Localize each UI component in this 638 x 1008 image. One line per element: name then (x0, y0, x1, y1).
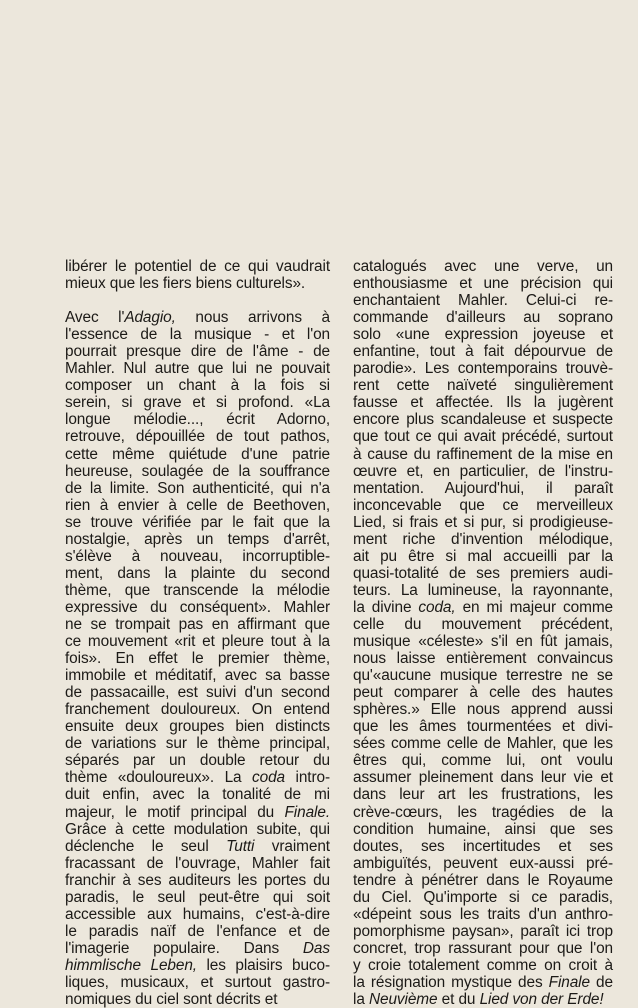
text-segment: coda (252, 769, 285, 787)
text-segment: ne se trompait pas en affirmant que (65, 615, 330, 633)
text-segment: condition humaine, ainsi que ses (353, 820, 613, 838)
text-segment: franchir à ses auditeurs les portes du (65, 871, 330, 889)
text-line (353, 650, 613, 667)
text-segment: crève-cœurs, les tragédies de la (353, 803, 613, 821)
text-line (65, 650, 330, 667)
text-line (65, 394, 330, 411)
text-line (353, 565, 613, 582)
text-segment: dans leur art les frustrations, les (353, 786, 613, 804)
text-segment: la (353, 991, 369, 1008)
text-line (353, 616, 613, 633)
text-segment: ait pu être si mal accueilli par la (353, 547, 613, 565)
text-segment: ambiguïtés, peuvent eux-aussi pré- (353, 854, 613, 872)
text-segment: ensuite deux groupes bien distincts (65, 718, 330, 736)
text-line (65, 343, 330, 360)
text-line (65, 991, 330, 1008)
text-line (353, 377, 613, 394)
text-segment: parodie». Les contemporains trouvè- (353, 360, 613, 378)
text-line (353, 786, 613, 803)
text-segment: y croie totalement comme on croit à (353, 956, 613, 974)
text-segment: pourrait presque dire de l'âme - de (65, 343, 330, 361)
text-segment: concret, trop rassurant pour que l'on (353, 939, 613, 957)
text-segment: Adagio, (124, 309, 176, 327)
text-segment: l'essence de la musique - et l'on (65, 326, 330, 344)
text-line (353, 735, 613, 752)
text-segment: encore plus scandaleuse et suspecte (353, 411, 613, 429)
text-segment: en mi majeur comme (455, 598, 613, 616)
text-line (353, 701, 613, 718)
text-segment: solo «une expression joyeuse et (353, 326, 613, 344)
text-segment: catalogués avec une verve, un (353, 258, 613, 275)
text-line (353, 292, 613, 309)
text-line (65, 735, 330, 752)
text-segment: à cause du raffinement de la mise en (353, 445, 613, 463)
text-line (353, 497, 613, 514)
text-line (353, 548, 613, 565)
text-line (353, 991, 613, 1008)
text-line (353, 889, 613, 906)
text-line (65, 804, 330, 821)
text-segment: libérer le potentiel de ce qui vaudrait (65, 258, 330, 275)
text-line (353, 394, 613, 411)
text-line (353, 599, 613, 616)
text-segment: Avec l' (65, 309, 125, 327)
text-segment: cette même quiétude d'une patrie (65, 445, 330, 463)
text-line (65, 258, 330, 275)
text-segment: «dépeint sous les traits d'un anthro- (353, 905, 613, 923)
text-line (353, 957, 613, 974)
text-line (65, 360, 330, 377)
text-line (353, 804, 613, 821)
text-line (353, 838, 613, 855)
text-line (65, 718, 330, 735)
text-segment: s'élève à nouveau, incorruptible- (65, 547, 330, 565)
text-line (65, 701, 330, 718)
text-line (65, 974, 330, 991)
text-line (65, 889, 330, 906)
text-line (353, 906, 613, 923)
text-segment: les plaisirs buco- (196, 956, 330, 974)
text-segment: Tutti (226, 837, 255, 855)
text-line (65, 838, 330, 855)
text-segment: teurs. La lumineuse, la rayonnante, (353, 581, 613, 599)
text-segment: Finale. (284, 803, 330, 821)
text-segment: paradis, le seul peut-être qui soit (65, 888, 330, 906)
text-segment: de (589, 973, 613, 991)
text-segment: tendre à pénétrer dans le Royaume (353, 871, 613, 889)
text-line (65, 940, 330, 957)
text-line (353, 923, 613, 940)
text-line (65, 923, 330, 940)
text-segment: et du (437, 991, 480, 1008)
text-line (353, 974, 613, 991)
text-segment: sphères.» Elle nous apprend aussi (353, 701, 613, 719)
text-segment: la résignation mystique des (353, 973, 549, 991)
text-segment: majeur, le motif principal du (65, 803, 285, 821)
text-line (65, 275, 330, 292)
text-segment: duit enfin, avec la tonalité de mi (65, 786, 330, 804)
text-segment: liques, musicaux, et surtout gastro- (65, 973, 330, 991)
text-segment: rent cette naïveté singulièrement (353, 377, 613, 395)
text-segment: nomiques du ciel sont décrits et (65, 991, 278, 1008)
text-segment: enfantine, tout à fait dépourvue de (353, 343, 613, 361)
text-line (353, 343, 613, 360)
text-segment: de variations sur le thème principal, (65, 735, 330, 753)
text-line (353, 718, 613, 735)
text-line (353, 446, 613, 463)
text-line (353, 275, 613, 292)
text-segment: composer un chant à la fois si (65, 377, 330, 395)
left-text-column (65, 258, 330, 1008)
text-segment: musique «céleste» s'il en fût jamais, (353, 633, 613, 651)
text-segment: commande d'ailleurs au soprano (353, 309, 613, 327)
text-line (65, 872, 330, 889)
text-segment: ment, dans la plainte du second (65, 564, 330, 582)
text-segment: se trouve vérifiée par le fait que la (65, 513, 330, 531)
text-segment: déclenche le seul (65, 837, 227, 855)
text-segment: fracassant de l'ouvrage, Mahler fait (65, 854, 330, 872)
text-segment: Finale (548, 973, 590, 991)
text-line (65, 684, 330, 701)
text-segment: Mahler. Nul autre que lui ne pouvait (65, 360, 330, 378)
text-line (65, 599, 330, 616)
text-line (353, 667, 613, 684)
text-line (65, 309, 330, 326)
text-line (65, 855, 330, 872)
text-segment: doutes, ses incertitudes et ses (353, 837, 613, 855)
text-line (65, 821, 330, 838)
text-line (353, 872, 613, 889)
text-line (65, 411, 330, 428)
text-line (65, 582, 330, 599)
text-segment: séparés par un double retour du (65, 752, 330, 770)
text-line (353, 531, 613, 548)
text-segment: qu'«aucune musique terrestre ne se (353, 667, 613, 685)
text-segment: la divine (353, 598, 419, 616)
text-segment: franchement douloureux. On entend (65, 701, 330, 719)
text-segment: mentation. Aujourd'hui, il paraît (353, 479, 613, 497)
text-line (65, 428, 330, 445)
text-line (65, 548, 330, 565)
text-line (353, 309, 613, 326)
text-segment: nostalgie, après un temps d'arrêt, (65, 530, 330, 548)
text-segment: assumer pleinement dans leur vie et (353, 769, 613, 787)
text-segment: inconcevable que ce merveilleux (353, 496, 613, 514)
text-segment: serein, si grave et si profond. «La (65, 394, 330, 412)
text-segment: vraiment (254, 837, 330, 855)
text-line (65, 326, 330, 343)
text-segment: immobile et méditatif, avec sa basse (65, 667, 330, 685)
text-line (65, 531, 330, 548)
text-line (353, 633, 613, 650)
text-line (65, 514, 330, 531)
text-segment: ce mouvement «rit et pleure tout à la (65, 633, 330, 651)
text-segment: intro- (285, 769, 330, 787)
text-segment: fausse et affectée. Ils la jugèrent (353, 394, 613, 412)
text-line (353, 480, 613, 497)
text-segment: sées comme celle de Mahler, que les (353, 735, 613, 753)
text-line (353, 463, 613, 480)
text-line (353, 514, 613, 531)
text-segment: peut comparer à celle des hautes (353, 684, 613, 702)
text-segment: rien à envier à celle de Beethoven, (65, 496, 330, 514)
text-line (353, 360, 613, 377)
text-segment: le paradis naïf de l'enfance et de (65, 922, 330, 940)
text-line (353, 855, 613, 872)
text-line (65, 752, 330, 769)
text-segment: accessible aux humains, c'est-à-dire (65, 905, 330, 923)
text-segment: enthousiasme et une précision qui (353, 275, 613, 293)
text-line (65, 769, 330, 786)
text-line (353, 428, 613, 445)
text-segment: retrouve, dépouillée de tout pathos, (65, 428, 330, 446)
paragraph-gap (65, 292, 330, 309)
text-segment: que les âmes tourmentées et divi- (353, 718, 613, 736)
text-line (65, 463, 330, 480)
text-line (65, 565, 330, 582)
text-line (65, 446, 330, 463)
text-segment: Grâce à cette modulation subite, qui (65, 820, 330, 838)
text-segment: êtres qui, comme lui, ont voulu (353, 752, 613, 770)
text-segment: longue mélodie..., écrit Adorno, (65, 411, 330, 429)
text-line (65, 906, 330, 923)
text-segment: heureuse, soulagée de la souffrance (65, 462, 330, 480)
text-line (65, 377, 330, 394)
text-line (353, 752, 613, 769)
text-segment: celle du mouvement précédent, (353, 615, 613, 633)
text-line (353, 769, 613, 786)
text-line (353, 940, 613, 957)
text-segment: coda, (418, 598, 456, 616)
text-segment: quasi-totalité de ses premiers audi- (353, 564, 613, 582)
text-line (353, 821, 613, 838)
text-segment: que tout ce qui avait précédé, surtout (353, 428, 613, 446)
text-segment: du Ciel. Qu'importe si ce paradis, (353, 888, 613, 906)
text-segment: thème, que transcende la mélodie (65, 581, 330, 599)
text-segment: thème «douloureux». La (65, 769, 253, 787)
text-line (353, 411, 613, 428)
text-segment: fois». En effet le premier thème, (65, 650, 330, 668)
text-line (65, 616, 330, 633)
text-line (65, 633, 330, 650)
text-segment: de passacaille, est suivi d'un second (65, 684, 330, 702)
text-line (65, 786, 330, 803)
text-segment: nous laisse entièrement convaincus (353, 650, 613, 668)
text-segment: l'imagerie populaire. Dans (65, 939, 303, 957)
text-line (353, 258, 613, 275)
text-line (353, 582, 613, 599)
text-segment: pomorphisme paysan», paraît ici trop (353, 922, 613, 940)
text-line (65, 497, 330, 514)
text-segment: mieux que les fiers biens culturels». (65, 275, 306, 293)
text-segment: himmlische Leben, (65, 956, 197, 974)
text-segment: Lied von der Erde! (479, 991, 604, 1008)
text-segment: Neuvième (368, 991, 438, 1008)
text-segment: ment riche d'invention mélodique, (353, 530, 613, 548)
text-line (65, 480, 330, 497)
text-line (65, 667, 330, 684)
text-segment: Lied, si frais et si pur, si prodigieuse- (353, 513, 613, 531)
text-line (353, 326, 613, 343)
text-segment: expressive du conséquent». Mahler (65, 598, 330, 616)
right-text-column (353, 258, 613, 1008)
text-segment: enchantaient Mahler. Celui-ci re- (353, 292, 613, 310)
text-segment: nous arrivons à (175, 309, 331, 327)
text-segment: Das (302, 939, 330, 957)
text-segment: de la limite. Son authenticité, qui n'a (65, 479, 330, 497)
text-segment: œuvre et, en particulier, de l'instru- (353, 462, 613, 480)
text-line (65, 957, 330, 974)
text-line (353, 684, 613, 701)
